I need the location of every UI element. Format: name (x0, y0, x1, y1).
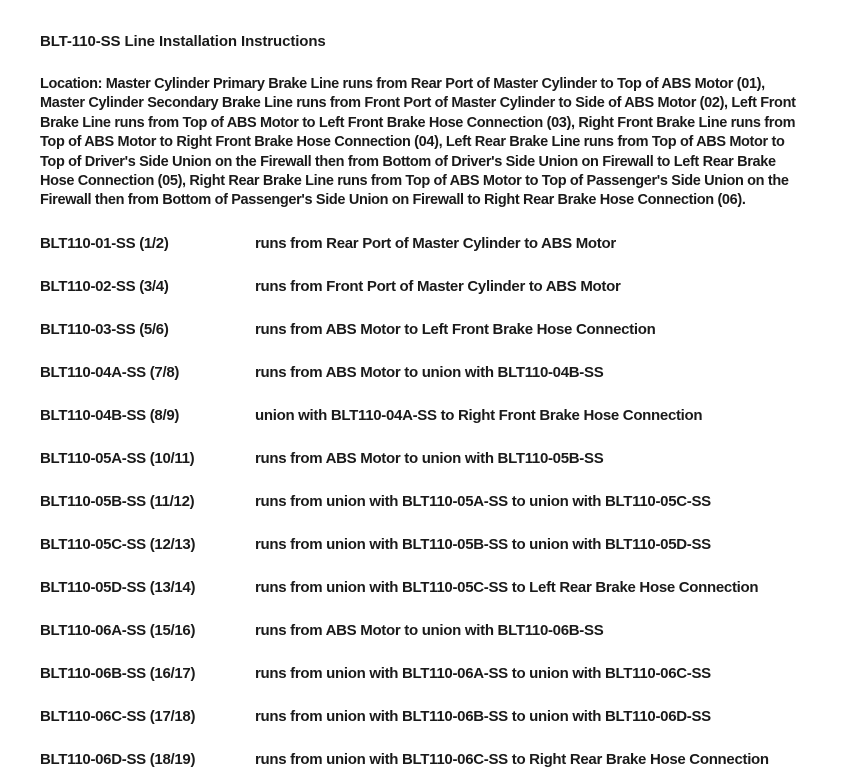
location-paragraph-line: Master Cylinder Secondary Brake Line runs from Front Port of Master Cylinder to Side of ABS Motor (02), Left Front (40, 95, 796, 112)
part-description: runs from union with BLT110-05C-SS to Left Rear Brake Hose Connection (255, 578, 759, 596)
line-item-row (40, 579, 820, 622)
location-paragraph-line: Top of Driver's Side Union on the Firewall then from Bottom of Driver's Side Union on Firewall to Left Rear Brake (40, 153, 776, 170)
part-description: runs from Front Port of Master Cylinder to ABS Motor (255, 277, 621, 295)
line-item-row (40, 493, 820, 536)
line-item-row (40, 235, 820, 278)
part-description: runs from union with BLT110-05A-SS to union with BLT110-05C-SS (255, 492, 711, 510)
part-number: BLT110-04B-SS (8/9) (40, 406, 180, 424)
part-description: union with BLT110-04A-SS to Right Front Brake Hose Connection (255, 406, 703, 424)
part-description: runs from ABS Motor to Left Front Brake Hose Connection (255, 320, 656, 338)
part-description: runs from ABS Motor to union with BLT110-05B-SS (255, 449, 604, 467)
part-number: BLT110-06C-SS (17/18) (40, 707, 196, 725)
location-paragraph-line: Location: Master Cylinder Primary Brake Line runs from Rear Port of Master Cylinder to Top of ABS Motor (01), (40, 76, 765, 92)
location-paragraph-line: Top of ABS Motor to Right Front Brake Hose Connection (04), Left Rear Brake Line runs from Top of ABS Motor to (40, 134, 785, 151)
line-item-row (40, 450, 820, 493)
part-description: runs from ABS Motor to union with BLT110-04B-SS (255, 363, 604, 381)
line-item-row (40, 321, 820, 364)
part-number: BLT110-02-SS (3/4) (40, 277, 169, 295)
part-number: BLT110-05A-SS (10/11) (40, 449, 195, 467)
line-item-list (40, 235, 820, 777)
part-number: BLT110-06D-SS (18/19) (40, 750, 196, 768)
part-description: runs from union with BLT110-06B-SS to union with BLT110-06D-SS (255, 707, 711, 725)
location-paragraph-line: Hose Connection (05), Right Rear Brake Line runs from Top of ABS Motor to Top of Passenger's Side Union on the (40, 173, 789, 190)
part-description: runs from union with BLT110-06A-SS to union with BLT110-06C-SS (255, 664, 711, 682)
line-item-row (40, 665, 820, 708)
location-paragraph-line: Firewall then from Bottom of Passenger's Side Union on Firewall to Right Rear Brake Hose Connection (06). (40, 192, 746, 209)
line-item-row (40, 536, 820, 579)
line-item-row (40, 622, 820, 665)
part-number: BLT110-03-SS (5/6) (40, 320, 169, 338)
part-number: BLT110-04A-SS (7/8) (40, 363, 180, 381)
page-title: BLT-110-SS Line Installation Instructions (40, 33, 326, 50)
line-item-row (40, 407, 820, 450)
line-item-row (40, 751, 820, 777)
part-number: BLT110-01-SS (1/2) (40, 234, 169, 252)
line-item-row (40, 364, 820, 407)
part-number: BLT110-06B-SS (16/17) (40, 664, 196, 682)
part-number: BLT110-05D-SS (13/14) (40, 578, 196, 596)
location-paragraph-line: Brake Line runs from Top of ABS Motor to Left Front Brake Hose Connection (03), Right Front Brake Line runs from (40, 114, 796, 131)
line-item-row (40, 708, 820, 751)
part-description: runs from Rear Port of Master Cylinder to ABS Motor (255, 234, 616, 252)
part-number: BLT110-06A-SS (15/16) (40, 621, 196, 639)
part-description: runs from union with BLT110-05B-SS to union with BLT110-05D-SS (255, 535, 711, 553)
part-number: BLT110-05C-SS (12/13) (40, 535, 196, 553)
part-number: BLT110-05B-SS (11/12) (40, 492, 195, 510)
location-paragraph (40, 75, 820, 211)
part-description: runs from union with BLT110-06C-SS to Right Rear Brake Hose Connection (255, 750, 769, 768)
line-item-row (40, 278, 820, 321)
part-description: runs from ABS Motor to union with BLT110-06B-SS (255, 621, 604, 639)
